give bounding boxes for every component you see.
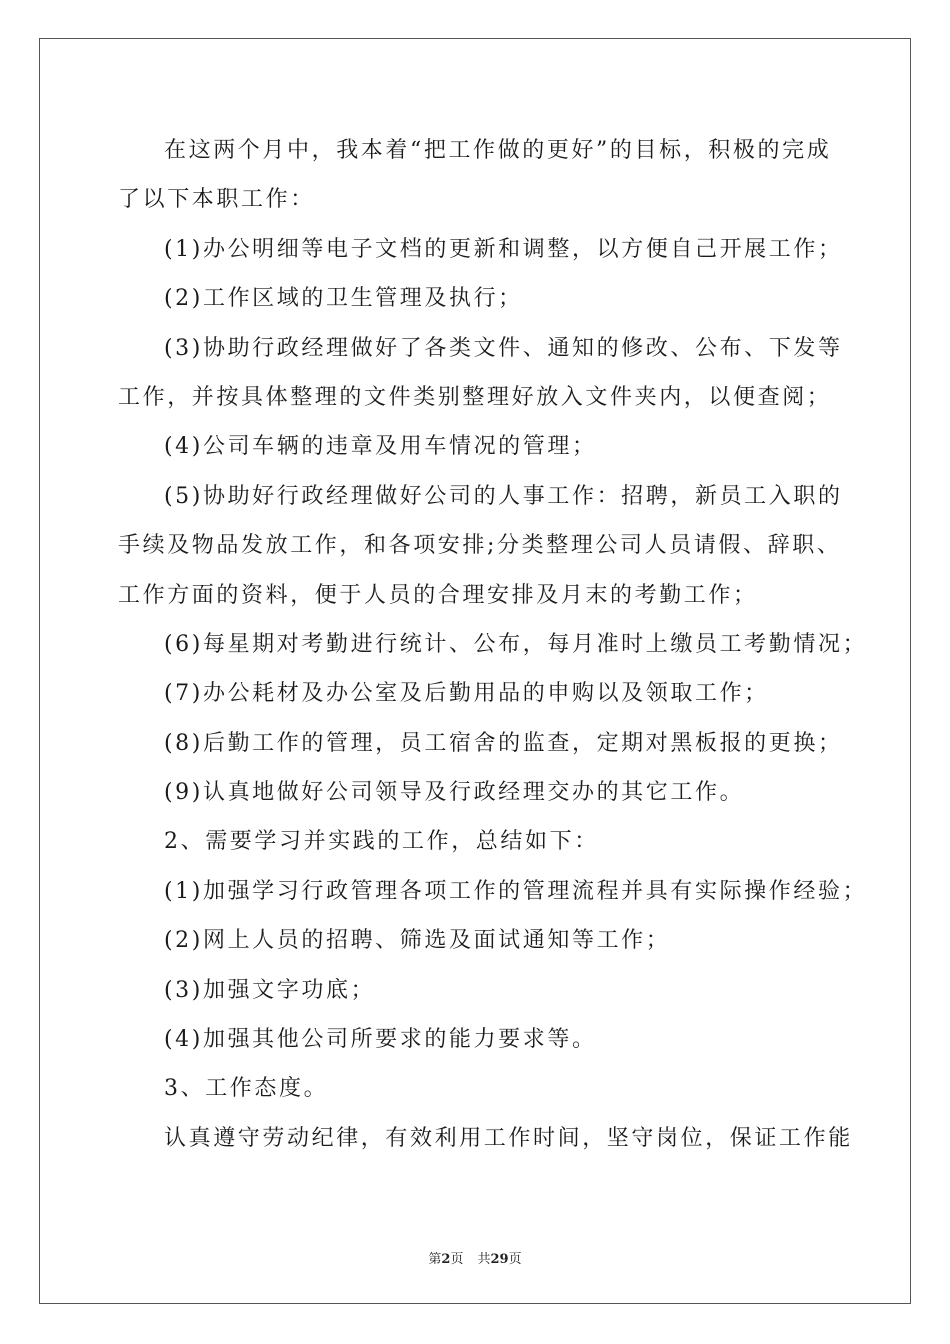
list-item: (5)协助好行政经理做好公司的人事工作：招聘，新员工入职的	[164, 483, 843, 509]
list-item: (1)办公明细等电子文档的更新和调整，以方便自己开展工作；	[164, 236, 843, 262]
document-body	[118, 126, 868, 1163]
list-item: (7)办公耗材及办公室及后勤用品的申购以及领取工作；	[164, 681, 769, 707]
paragraph-line: 在这两个月中，我本着“把工作做的更好”的目标，积极的完成	[164, 138, 832, 163]
list-item: (4)公司车辆的违章及用车情况的管理；	[164, 434, 597, 460]
list-item: (1)加强学习行政管理各项工作的管理流程并具有实际操作经验；	[164, 878, 868, 904]
footer-page-number: 2	[441, 1252, 451, 1267]
list-item: (2)网上人员的招聘、筛选及面试通知等工作；	[164, 928, 671, 954]
list-item: (2)工作区域的卫生管理及执行；	[164, 286, 523, 312]
list-item: (9)认真地做好公司领导及行政经理交办的其它工作。	[164, 780, 745, 806]
list-item: (3)加强文字功底；	[164, 977, 376, 1003]
footer-page-prefix: 第	[428, 1252, 442, 1267]
paragraph-line: 认真遵守劳动纪律，有效利用工作时间，坚守岗位，保证工作能	[164, 1125, 853, 1151]
section-heading: 2、需要学习并实践的工作，总结如下：	[164, 829, 599, 855]
list-item: (3)协助行政经理做好了各类文件、通知的修改、公布、下发等	[164, 335, 843, 361]
footer-total-pages: 29	[490, 1252, 509, 1267]
footer-total-suffix: 页	[508, 1252, 522, 1267]
list-item: (8)后勤工作的管理，员工宿舍的监查，定期对黑板报的更换；	[164, 730, 843, 756]
paragraph-line: 了以下本职工作：	[118, 187, 315, 213]
list-item-continuation: 手续及物品发放工作，和各项安排;分类整理公司人员请假、辞职、	[118, 533, 842, 559]
footer-page-suffix: 页	[450, 1252, 464, 1267]
list-item-continuation: 工作，并按具体整理的文件类别整理好放入文件夹内，以便查阅；	[118, 384, 832, 410]
list-item: (4)加强其他公司所要求的能力要求等。	[164, 1027, 597, 1053]
list-item: (6)每星期对考勤进行统计、公布，每月准时上缴员工考勤情况；	[164, 631, 868, 657]
section-heading: 3、工作态度。	[164, 1076, 329, 1102]
list-item-continuation: 工作方面的资料，便于人员的合理安排及月末的考勤工作；	[118, 582, 758, 608]
footer-total-prefix: 共	[477, 1252, 491, 1267]
page-footer	[0, 1248, 950, 1267]
